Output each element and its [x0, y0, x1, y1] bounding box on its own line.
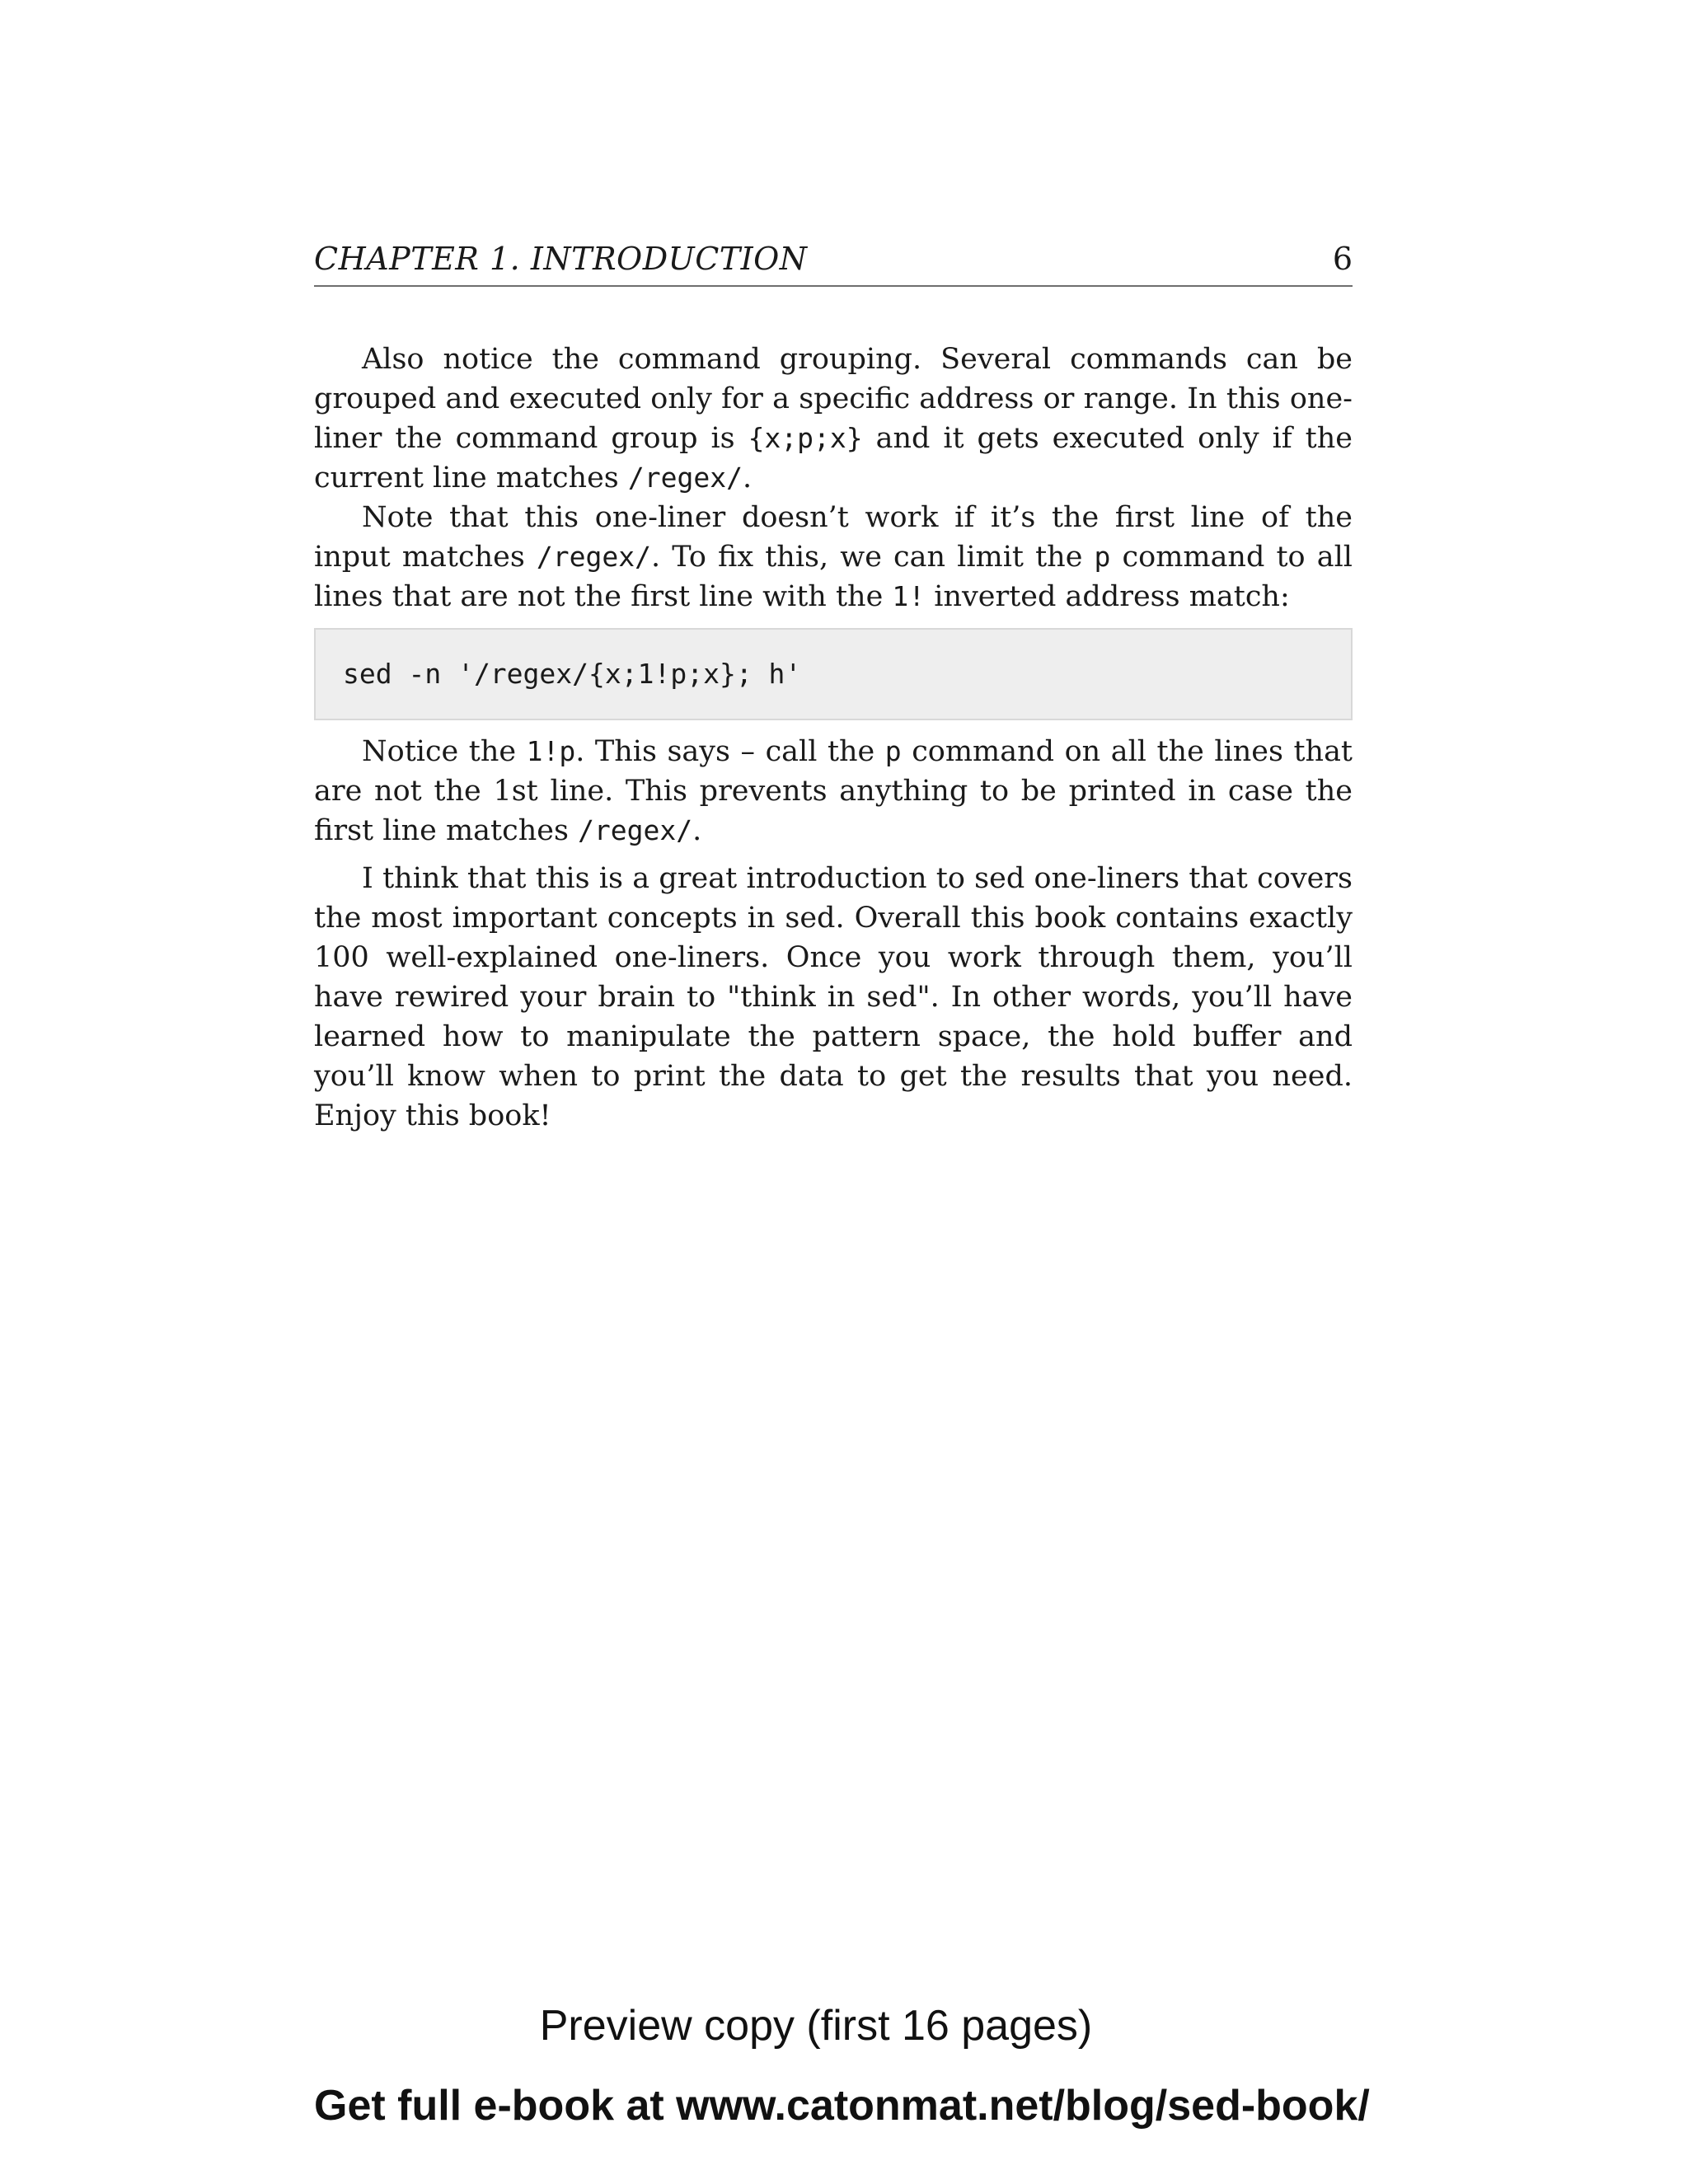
text-run: Note that this one-liner doesn’t work if it’s the first line of the input matches [314, 501, 1353, 574]
text-run: inverted address match: [925, 580, 1290, 613]
text-run: . This says – call the [575, 735, 885, 768]
page-header [314, 241, 1353, 287]
page-number: 6 [1332, 241, 1353, 277]
inline-code: 1! [892, 580, 926, 612]
ebook-link[interactable]: Get full e-book at www.catonmat.net/blog/sed-book/ [314, 2082, 1370, 2130]
chapter-title: CHAPTER 1. INTRODUCTION [314, 241, 808, 277]
text-run: . To fix this, we can limit the [651, 541, 1095, 574]
inline-code: p [884, 735, 902, 767]
paragraph-command-grouping [314, 340, 1353, 498]
inline-code: 1!p [526, 735, 576, 767]
text-run: . [692, 814, 702, 847]
text-run: command to all lines that are not the first line with the [314, 541, 1353, 613]
body-text [314, 340, 1353, 1136]
text-run: Notice the [362, 735, 527, 768]
text-run: Also notice the command grouping. Several commands can be grouped and executed only for a specific address or range. In this one-liner the command group is [314, 343, 1353, 455]
text-run: and it gets executed only if the current line matches [314, 422, 1353, 494]
paragraph-first-line-note [314, 498, 1353, 616]
inline-code: /regex/ [536, 541, 651, 573]
text-run: . [742, 462, 753, 494]
paragraph-conclusion: I think that this is a great introduction to sed one-liners that covers the most important concepts in sed. Overall this book contains exactly 100 well-explained one-liners. Once you work through them, you’ll have rewired your brain to "think in sed". In other words, you’ll have learned how to manipulate the pattern space, the hold buffer and you’ll know when to print the data to get the results that you need. Enjoy this book! [314, 862, 1353, 1132]
inline-code: /regex/ [627, 462, 743, 494]
code-block [314, 628, 1353, 720]
inline-code: p [1094, 541, 1111, 573]
paragraph-notice-1p [314, 732, 1353, 851]
preview-note: Preview copy (first 16 pages) [539, 2002, 1093, 2050]
code-text: sed -n '/regex/{x;1!p;x}; h' [343, 658, 802, 690]
text-run: command on all the lines that are not the 1st line. This prevents anything to be printed in case the first line matches [314, 735, 1353, 847]
inline-code: {x;p;x} [748, 422, 863, 454]
inline-code: /regex/ [578, 814, 693, 846]
